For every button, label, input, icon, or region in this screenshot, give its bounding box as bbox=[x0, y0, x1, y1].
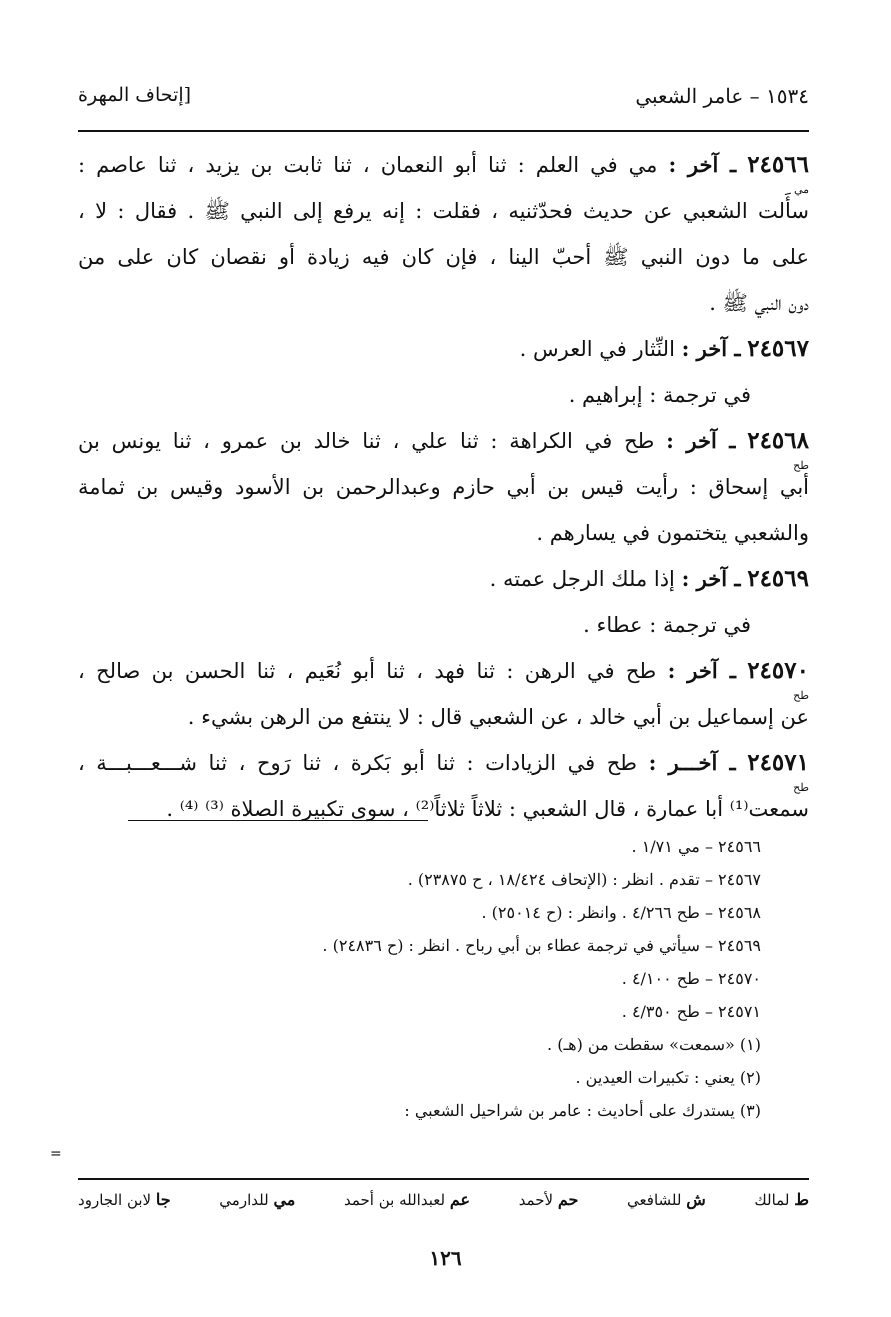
source-sigla: طح bbox=[793, 781, 809, 794]
footnote: ٢٤٥٦٨ – طح ٤/٢٦٦ . وانظر : (ح ٢٥٠١٤) . bbox=[481, 903, 761, 922]
entry-text: طح في الكراهة : ثنا علي ، ثنا خالد بن عمرو ، ثنا يونس بن bbox=[78, 429, 655, 453]
footnote: ٢٤٥٦٩ – سيأتي في ترجمة عطاء بن أبي رباح . انظر : (ح ٢٤٨٣٦) . bbox=[322, 936, 761, 955]
hadith-entry bbox=[78, 142, 809, 326]
page-number: ١٢٦ bbox=[429, 1246, 462, 1270]
entry-text: إذا ملك الرجل عمته . bbox=[489, 567, 675, 591]
source-sigla: طح bbox=[793, 459, 809, 472]
entry-text: دون النبي ﷺ . bbox=[709, 291, 809, 315]
footnote-rule bbox=[128, 820, 428, 821]
abbreviation-label: لأحمد bbox=[518, 1191, 554, 1209]
abbreviation-label: لابن الجارود bbox=[78, 1191, 152, 1209]
abbreviation-item bbox=[519, 1190, 579, 1220]
text-line bbox=[78, 326, 809, 372]
source-sigla: مي bbox=[793, 183, 809, 196]
abbreviation-code: جا bbox=[155, 1190, 171, 1209]
abbreviation-item bbox=[627, 1190, 706, 1220]
hadith-entry bbox=[78, 418, 809, 556]
entry-text: النِّثار في العرس . bbox=[519, 337, 675, 361]
abbreviation-key bbox=[78, 1190, 809, 1220]
entry-text: عن إسماعيل بن أبي خالد ، عن الشعبي قال : لا ينتفع من الرهن بشيء . bbox=[187, 705, 809, 729]
entry-text: طح في الرهن : ثنا فهد ، ثنا أبو نُعَيم ، ثنا الحسن بن صالح ، bbox=[78, 659, 657, 683]
entry-text: مي في العلم : ثنا أبو النعمان ، ثنا ثابت بن يزيد ، ثنا عاصم : bbox=[78, 153, 658, 177]
entry-keyword: ـ آخـــر : bbox=[648, 750, 736, 775]
footnote: (١) «سمعت» سقطت من (هـ) . bbox=[547, 1035, 761, 1054]
entry-keyword: ـ آخر : bbox=[681, 566, 741, 591]
abbreviation-code: عم bbox=[449, 1190, 471, 1209]
entry-number: ٢٤٥٦٦ bbox=[747, 151, 809, 178]
entry-text: أبي إسحاق : رأيت قيس بن أبي حازم وعبدالرحمن بن الأسود وقيس بن ثمامة bbox=[78, 475, 809, 499]
entry-text: سأَلت الشعبي عن حديث فحدّثنيه ، فقلت : إنه يرفع إلى النبي ﷺ . فقال : لا ، bbox=[78, 199, 809, 223]
text-line bbox=[78, 418, 809, 464]
abbreviation-code: ط bbox=[794, 1190, 809, 1209]
entry-keyword: ـ آخر : bbox=[667, 658, 736, 683]
text-line bbox=[78, 142, 809, 188]
running-title: ١٥٣٤ – عامر الشعبي bbox=[635, 84, 809, 108]
text-line bbox=[78, 459, 809, 510]
abbreviation-item bbox=[754, 1190, 809, 1220]
abbreviation-code: مي bbox=[273, 1190, 296, 1209]
abbreviation-label: لعبدالله بن أحمد bbox=[343, 1191, 446, 1209]
entry-text: في ترجمة : إبراهيم . bbox=[568, 383, 751, 407]
entry-number: ٢٤٥٦٨ bbox=[747, 427, 809, 454]
hadith-entry bbox=[78, 740, 809, 832]
footnote: ٢٤٥٧٠ – طح ٤/١٠٠ . bbox=[621, 969, 761, 988]
hadith-entry bbox=[78, 648, 809, 740]
text-line bbox=[78, 556, 809, 602]
abbreviation-label: لمالك bbox=[754, 1191, 790, 1209]
footnote: (٢) يعني : تكبيرات العيدين . bbox=[575, 1068, 761, 1087]
entry-number: ٢٤٥٧١ bbox=[747, 749, 809, 776]
text-line bbox=[78, 372, 809, 418]
footnote: (٣) يستدرك على أحاديث : عامر بن شراحيل الشعبي : bbox=[404, 1101, 761, 1120]
abbreviation-code: ش bbox=[686, 1190, 706, 1209]
hadith-entries bbox=[78, 142, 809, 832]
hadith-entry bbox=[78, 556, 809, 648]
text-line bbox=[78, 648, 809, 694]
abbreviation-label: للشافعي bbox=[627, 1191, 682, 1209]
text-line bbox=[78, 510, 809, 556]
text-line bbox=[78, 234, 809, 280]
abbreviation-item bbox=[344, 1190, 470, 1220]
footnote: ٢٤٥٧١ – طح ٤/٣٥٠ . bbox=[621, 1002, 761, 1021]
abbreviation-item bbox=[78, 1190, 171, 1220]
header-rule bbox=[78, 130, 809, 132]
entry-keyword: ـ آخر : bbox=[681, 336, 741, 361]
footnote: ٢٤٥٦٦ – مي ١/٧١ . bbox=[631, 837, 761, 856]
abbreviation-rule bbox=[78, 1178, 809, 1180]
entry-number: ٢٤٥٦٩ bbox=[747, 565, 809, 592]
entry-keyword: ـ آخر : bbox=[668, 152, 737, 177]
text-line bbox=[78, 689, 809, 740]
footnotes bbox=[130, 830, 761, 1127]
abbreviation-code: حم bbox=[557, 1190, 579, 1209]
text-line bbox=[78, 280, 809, 326]
footnote: ٢٤٥٦٧ – تقدم . انظر : (الإتحاف ١٨/٤٢٤ ، ح ٢٣٨٧٥) . bbox=[407, 870, 761, 889]
abbreviation-label: للدارمي bbox=[219, 1191, 269, 1209]
entry-number: ٢٤٥٧٠ bbox=[747, 657, 809, 684]
text-line bbox=[78, 602, 809, 648]
source-sigla: طح bbox=[793, 689, 809, 702]
entry-text: سمعت⁽¹⁾ أبا عمارة ، قال الشعبي : ثلاثاً ثلاثاً⁽²⁾ ، سوى تكبيرة الصلاة ⁽³⁾ ⁽⁴⁾ . bbox=[166, 797, 809, 821]
text-line bbox=[78, 781, 809, 832]
text-line bbox=[78, 740, 809, 786]
continuation-mark: = bbox=[50, 1146, 62, 1162]
abbreviation-item bbox=[219, 1190, 295, 1220]
entry-number: ٢٤٥٦٧ bbox=[747, 335, 809, 362]
entry-text: والشعبي يتختمون في يسارهم . bbox=[536, 521, 809, 545]
entry-keyword: ـ آخر : bbox=[666, 428, 736, 453]
entry-text: في ترجمة : عطاء . bbox=[583, 613, 751, 637]
entry-text: على ما دون النبي ﷺ أحبّ الينا ، فإن كان فيه زيادة أو نقصان كان على من bbox=[78, 245, 809, 269]
running-header bbox=[78, 84, 809, 118]
entry-text: طح في الزيادات : ثنا أبو بَكرة ، ثنا رَوح ، ثنا شـــعـــبـــة ، bbox=[78, 751, 638, 775]
book-title: [إتحاف المهرة bbox=[78, 84, 192, 106]
text-line bbox=[78, 183, 809, 234]
hadith-entry bbox=[78, 326, 809, 418]
